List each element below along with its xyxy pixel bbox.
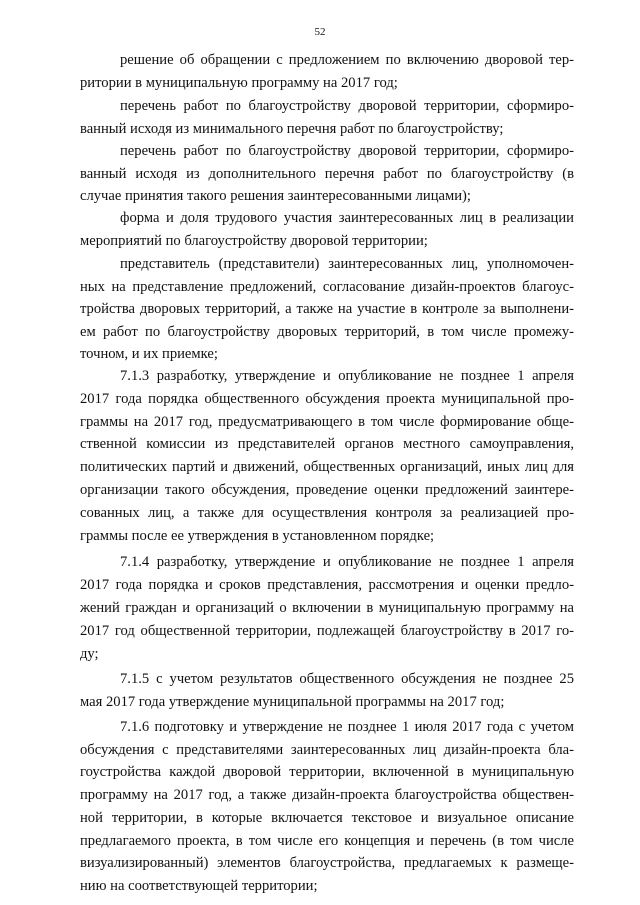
text-line: обсуждения с представителями заинтересованных лиц дизайн-проекта бла- (80, 742, 574, 758)
text-line: решение об обращении с предложением по включению дворовой тер- (120, 52, 574, 68)
text-line: тройства дворовых территорий, а также на участие в контроле за выполнени- (80, 301, 574, 317)
text-line: визуализированный) элементов благоустройства, предлагаемых к размеще- (80, 855, 574, 871)
text-line: организации такого обсуждения, проведение оценки предложений заинтере- (80, 482, 574, 498)
text-line: нию на соответствующей территории; (80, 878, 318, 894)
text-line: точном, и их приемке; (80, 346, 218, 362)
text-line: граммы на 2017 год, предусматривающего в том числе формирование обще- (80, 414, 574, 430)
text-line: 7.1.4 разработку, утверждение и опубликование не позднее 1 апреля (120, 554, 574, 570)
text-line: 2017 год общественной территории, подлежащей благоустройству в 2017 го- (80, 623, 574, 639)
text-line: мероприятий по благоустройству дворовой территории; (80, 233, 428, 249)
text-line: ванный исходя из минимального перечня работ по благоустройству; (80, 121, 504, 137)
text-line: перечень работ по благоустройству дворовой территории, сформиро- (120, 98, 574, 114)
text-line: 7.1.3 разработку, утверждение и опубликование не позднее 1 апреля (120, 368, 574, 384)
text-line: ственной комиссии из представителей органов местного самоуправления, (80, 436, 574, 452)
text-line: перечень работ по благоустройству дворовой территории, сформиро- (120, 143, 574, 159)
text-line: 2017 года порядка и сроков представления, рассмотрения и оценки предло- (80, 577, 574, 593)
page-number: 52 (314, 26, 326, 38)
text-line: случае принятия такого решения заинтересованными лицами); (80, 188, 471, 204)
text-line: мая 2017 года утверждение муниципальной программы на 2017 год; (80, 694, 505, 710)
text-line: ных на представление предложений, согласование дизайн-проектов благоус- (80, 279, 574, 295)
text-line: политических партий и движений, общественных организаций, иных лиц для (80, 459, 574, 475)
text-line: 7.1.6 подготовку и утверждение не позднее 1 июля 2017 года с учетом (120, 719, 574, 735)
text-line: жений граждан и организаций о включении в муниципальную программу на (80, 600, 574, 616)
text-line: ванный исходя из дополнительного перечня работ по благоустройству (в (80, 166, 574, 182)
text-line: представитель (представители) заинтересованных лиц, уполномочен- (120, 256, 574, 272)
text-line: сованных лиц, а также для осуществления контроля за реализацией про- (80, 505, 574, 521)
text-line: ритории в муниципальную программу на 2017 год; (80, 75, 398, 91)
text-line: ду; (80, 646, 99, 662)
text-line: предлагаемого проекта, в том числе его концепция и перечень (в том числе (80, 833, 574, 849)
text-line: гоустройства каждой дворовой территории, включенной в муниципальную (80, 764, 574, 780)
text-line: 2017 года порядка общественного обсуждения проекта муниципальной про- (80, 391, 574, 407)
text-line: 7.1.5 с учетом результатов общественного обсуждения не позднее 25 (120, 671, 574, 687)
text-line: программу на 2017 год, а также дизайн-проекта благоустройства обществен- (80, 787, 574, 803)
text-line: ем работ по благоустройству дворовых территорий, в том числе промежу- (80, 324, 574, 340)
text-line: форма и доля трудового участия заинтересованных лиц в реализации (120, 210, 574, 226)
text-line: ной территории, в которые включается текстовое и визуальное описание (80, 810, 574, 826)
text-line: граммы после ее утверждения в установленном порядке; (80, 528, 435, 544)
